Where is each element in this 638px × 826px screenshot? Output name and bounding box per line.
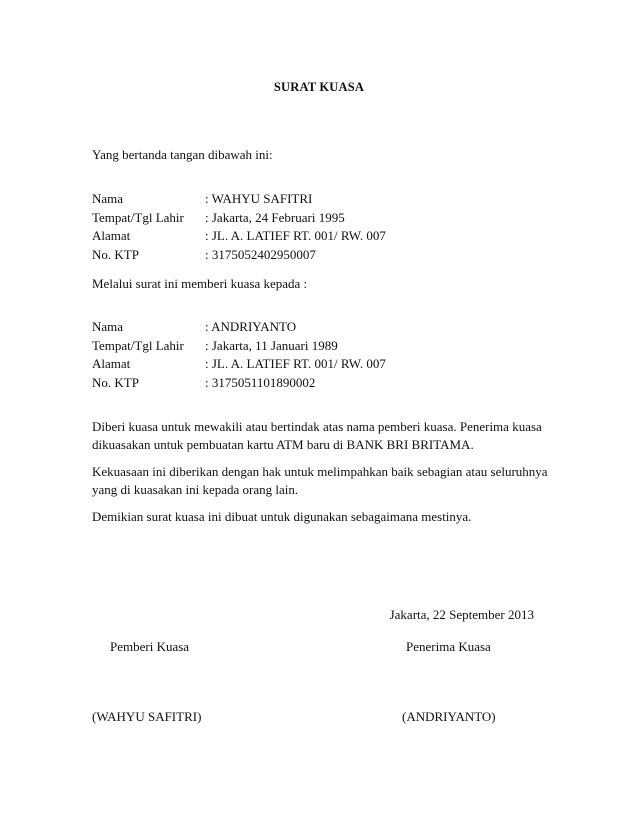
field-label: Tempat/Tgl Lahir <box>92 209 184 225</box>
field-label: No. KTP <box>92 374 139 390</box>
field-value: : JL. A. LATIEF RT. 001/ RW. 007 <box>205 228 386 243</box>
grantor-signature-name: (WAHYU SAFITRI) <box>92 709 202 724</box>
grantor-birth-row <box>92 209 512 228</box>
intro-text: Yang bertanda tangan dibawah ini: <box>92 147 273 162</box>
field-value: : Jakarta, 24 Februari 1995 <box>205 209 345 225</box>
field-label: No. KTP <box>92 246 139 262</box>
field-label: Alamat <box>92 228 131 243</box>
field-value: : JL. A. LATIEF RT. 001/ RW. 007 <box>205 356 386 371</box>
field-value: : Jakarta, 11 Januari 1989 <box>205 337 338 353</box>
grantor-address-row <box>92 227 512 246</box>
grantor-role: Pemberi Kuasa <box>110 639 190 654</box>
page-title: SURAT KUASA <box>273 80 365 94</box>
grantor-ktp-row <box>92 246 512 265</box>
transition-text: Melalui surat ini memberi kuasa kepada : <box>92 276 308 291</box>
grantee-ktp-row <box>92 374 512 393</box>
grantee-name-row <box>92 318 512 337</box>
field-label: Nama <box>92 191 124 206</box>
place-date: Jakarta, 22 September 2013 <box>389 607 534 622</box>
field-label: Tempat/Tgl Lahir <box>92 337 184 353</box>
field-label: Alamat <box>92 356 131 371</box>
body-paragraph-1: Diberi kuasa untuk mewakili atau bertindak atas nama pemberi kuasa. Penerima kuasa dikuasakan untuk pembuatan kartu ATM baru di BANK BRI BRITAMA. <box>92 419 542 452</box>
grantee-address-row <box>92 355 512 374</box>
body-paragraph-2: Kekuasaan ini diberikan dengan hak untuk melimpahkan baik sebagian atau seluruhnya yang di kuasakan ini kepada orang lain. <box>92 464 548 497</box>
field-value: : WAHYU SAFITRI <box>205 191 313 206</box>
grantee-role: Penerima Kuasa <box>406 639 491 654</box>
grantor-details <box>92 190 512 264</box>
closing-text: Demikian surat kuasa ini dibuat untuk digunakan sebagaimana mestinya. <box>92 509 472 524</box>
field-label: Nama <box>92 319 124 334</box>
grantor-name-row <box>92 190 512 209</box>
grantee-birth-row <box>92 337 512 356</box>
field-value: : ANDRIYANTO <box>205 319 297 334</box>
field-value: : 3175052402950007 <box>205 246 316 262</box>
field-value: : 3175051101890002 <box>205 374 316 390</box>
grantee-signature-name: (ANDRIYANTO) <box>402 709 496 724</box>
grantee-details <box>92 318 512 392</box>
